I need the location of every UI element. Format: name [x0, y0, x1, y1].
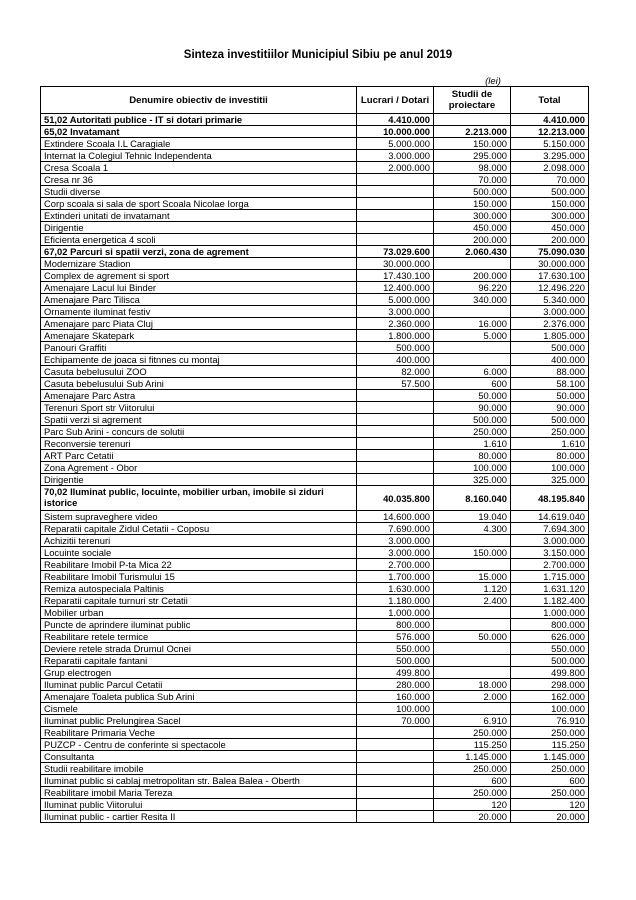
cell-works: 1.700.000 — [357, 571, 434, 583]
cell-total: 162.000 — [511, 691, 589, 703]
cell-works: 10.000.000 — [357, 126, 434, 138]
cell-studies: 600 — [434, 775, 511, 787]
header-objective: Denumire obiectiv de investitii — [41, 87, 357, 114]
cell-works — [357, 414, 434, 426]
cell-objective: Extinderi unitati de invatamant — [41, 210, 357, 222]
cell-works: 4.410.000 — [357, 114, 434, 126]
cell-objective: Iluminat public si cablaj metropolitan str. Balea Balea - Oberth — [41, 775, 357, 787]
cell-works: 1.630.000 — [357, 583, 434, 595]
cell-studies: 2.213.000 — [434, 126, 511, 138]
cell-studies: 1.120 — [434, 583, 511, 595]
cell-works: 3.000.000 — [357, 150, 434, 162]
cell-works: 30.000.000 — [357, 258, 434, 270]
table-row — [41, 186, 589, 198]
cell-objective: Modernizare Stadion — [41, 258, 357, 270]
cell-objective: Internat la Colegiul Tehnic Independenta — [41, 150, 357, 162]
cell-objective: Echipamente de joaca si fitnnes cu montaj — [41, 354, 357, 366]
cell-studies: 70.000 — [434, 174, 511, 186]
table-row — [41, 763, 589, 775]
cell-works — [357, 775, 434, 787]
cell-works: 17.430.100 — [357, 270, 434, 282]
cell-studies: 1.610 — [434, 438, 511, 450]
cell-works — [357, 450, 434, 462]
cell-works: 280.000 — [357, 679, 434, 691]
cell-works: 2.000.000 — [357, 162, 434, 174]
cell-total: 88.000 — [511, 366, 589, 378]
cell-total: 1.805.000 — [511, 330, 589, 342]
table-row — [41, 775, 589, 787]
table-body — [41, 114, 589, 823]
cell-objective: Grup electrogen — [41, 667, 357, 679]
header-studies: Studii de proiectare — [434, 87, 511, 114]
cell-objective: Iluminat public Viitorului — [41, 799, 357, 811]
cell-objective: Sistem supraveghere video — [41, 511, 357, 523]
cell-total: 4.410.000 — [511, 114, 589, 126]
cell-studies: 8.160.040 — [434, 486, 511, 511]
document-title: Sinteza investitiilor Municipiul Sibiu pe anul 2019 — [183, 49, 453, 61]
cell-objective: Parc Sub Arini - concurs de solutii — [41, 426, 357, 438]
cell-total: 115.250 — [511, 739, 589, 751]
cell-total: 250.000 — [511, 763, 589, 775]
cell-works: 70.000 — [357, 715, 434, 727]
cell-total: 70.000 — [511, 174, 589, 186]
table-row — [41, 174, 589, 186]
cell-works: 3.000.000 — [357, 535, 434, 547]
cell-studies: 6.910 — [434, 715, 511, 727]
table-row — [41, 486, 589, 511]
cell-works — [357, 198, 434, 210]
cell-studies: 150.000 — [434, 138, 511, 150]
cell-objective: Achizitii terenuri — [41, 535, 357, 547]
cell-total: 80.000 — [511, 450, 589, 462]
cell-works: 73.029.600 — [357, 246, 434, 258]
cell-objective: Cresa nr 36 — [41, 174, 357, 186]
cell-objective: Spatii verzi si agrement — [41, 414, 357, 426]
cell-works — [357, 426, 434, 438]
cell-total: 499.800 — [511, 667, 589, 679]
cell-works — [357, 474, 434, 486]
cell-objective: 51,02 Autoritati publice - IT si dotari primarie — [41, 114, 357, 126]
cell-total: 325.000 — [511, 474, 589, 486]
table-row — [41, 354, 589, 366]
cell-total: 298.000 — [511, 679, 589, 691]
table-row — [41, 438, 589, 450]
cell-total: 1.631.120 — [511, 583, 589, 595]
table-row — [41, 643, 589, 655]
cell-studies: 100.000 — [434, 462, 511, 474]
cell-studies: 15.000 — [434, 571, 511, 583]
table-row — [41, 655, 589, 667]
cell-studies: 20.000 — [434, 811, 511, 823]
table-row — [41, 799, 589, 811]
cell-studies: 90.000 — [434, 402, 511, 414]
cell-studies: 2.060.430 — [434, 246, 511, 258]
cell-objective: Casuta bebelusului ZOO — [41, 366, 357, 378]
cell-total: 450.000 — [511, 222, 589, 234]
cell-total: 3.150.000 — [511, 547, 589, 559]
cell-works: 800.000 — [357, 619, 434, 631]
table-row — [41, 330, 589, 342]
cell-objective: Extindere Scoala I.L Caragiale — [41, 138, 357, 150]
cell-studies — [434, 306, 511, 318]
table-row — [41, 282, 589, 294]
cell-studies: 250.000 — [434, 426, 511, 438]
cell-works — [357, 727, 434, 739]
cell-total: 250.000 — [511, 727, 589, 739]
cell-total: 90.000 — [511, 402, 589, 414]
table-row — [41, 402, 589, 414]
cell-studies — [434, 703, 511, 715]
table-row — [41, 631, 589, 643]
table-row — [41, 607, 589, 619]
cell-total: 3.295.000 — [511, 150, 589, 162]
cell-works: 1.180.000 — [357, 595, 434, 607]
table-row — [41, 198, 589, 210]
cell-objective: Terenuri Sport str Viitorului — [41, 402, 357, 414]
cell-works — [357, 186, 434, 198]
cell-works — [357, 222, 434, 234]
cell-works — [357, 234, 434, 246]
cell-studies — [434, 619, 511, 631]
cell-studies: 96.220 — [434, 282, 511, 294]
cell-works — [357, 174, 434, 186]
cell-total: 50.000 — [511, 390, 589, 402]
cell-objective: 67,02 Parcuri si spatii verzi, zona de agrement — [41, 246, 357, 258]
cell-objective: Amenajare Toaleta publica Sub Arini — [41, 691, 357, 703]
table-row — [41, 390, 589, 402]
cell-objective: Consultanta — [41, 751, 357, 763]
cell-studies: 50.000 — [434, 390, 511, 402]
cell-total: 3.000.000 — [511, 535, 589, 547]
cell-works — [357, 402, 434, 414]
cell-total: 1.182.400 — [511, 595, 589, 607]
cell-works: 7.690.000 — [357, 523, 434, 535]
cell-total: 58.100 — [511, 378, 589, 390]
cell-objective: Studii reabilitare imobile — [41, 763, 357, 775]
cell-objective: Mobilier urban — [41, 607, 357, 619]
cell-total: 2.376.000 — [511, 318, 589, 330]
cell-total: 600 — [511, 775, 589, 787]
cell-total: 550.000 — [511, 643, 589, 655]
cell-studies: 98.000 — [434, 162, 511, 174]
cell-studies: 250.000 — [434, 763, 511, 775]
cell-studies: 4.300 — [434, 523, 511, 535]
currency-unit: (lei) — [485, 76, 501, 87]
cell-objective: Amenajare Skatepark — [41, 330, 357, 342]
cell-objective: Reabilitare Imobil P-ta Mica 22 — [41, 559, 357, 571]
cell-total: 250.000 — [511, 787, 589, 799]
cell-total: 250.000 — [511, 426, 589, 438]
table-row — [41, 583, 589, 595]
cell-works — [357, 438, 434, 450]
cell-studies: 2.400 — [434, 595, 511, 607]
cell-works — [357, 462, 434, 474]
cell-objective: Locuinte sociale — [41, 547, 357, 559]
table-row — [41, 294, 589, 306]
cell-studies: 150.000 — [434, 547, 511, 559]
cell-objective: Reabilitare retele termice — [41, 631, 357, 643]
cell-works: 14.600.000 — [357, 511, 434, 523]
cell-works — [357, 390, 434, 402]
cell-studies — [434, 354, 511, 366]
cell-studies: 6.000 — [434, 366, 511, 378]
cell-studies: 295.000 — [434, 150, 511, 162]
cell-objective: Deviere retele strada Drumul Ocnei — [41, 643, 357, 655]
cell-studies — [434, 114, 511, 126]
cell-studies — [434, 667, 511, 679]
cell-works: 500.000 — [357, 655, 434, 667]
cell-objective: Reparatii capitale turnuri str Cetatii — [41, 595, 357, 607]
cell-works: 1.800.000 — [357, 330, 434, 342]
cell-total: 1.145.000 — [511, 751, 589, 763]
cell-objective: Remiza autospeciala Paltinis — [41, 583, 357, 595]
cell-objective: Zona Agrement - Obor — [41, 462, 357, 474]
cell-objective: Eficienta energetica 4 scoli — [41, 234, 357, 246]
table-row — [41, 727, 589, 739]
cell-studies: 1.145.000 — [434, 751, 511, 763]
table-row — [41, 511, 589, 523]
cell-works: 499.800 — [357, 667, 434, 679]
cell-studies: 450.000 — [434, 222, 511, 234]
table-row — [41, 138, 589, 150]
cell-studies — [434, 655, 511, 667]
table-row — [41, 342, 589, 354]
table-header-row — [41, 87, 589, 114]
cell-objective: Iluminat public Parcul Cetatii — [41, 679, 357, 691]
table-row — [41, 246, 589, 258]
cell-total: 500.000 — [511, 655, 589, 667]
cell-objective: Ornamente iluminat festiv — [41, 306, 357, 318]
table-row — [41, 523, 589, 535]
cell-studies: 200.000 — [434, 234, 511, 246]
table-row — [41, 595, 589, 607]
cell-objective: Corp scoala si sala de sport Scoala Nicolae Iorga — [41, 198, 357, 210]
table-row — [41, 559, 589, 571]
cell-total: 800.000 — [511, 619, 589, 631]
cell-objective: Amenajare Parc Astra — [41, 390, 357, 402]
table-row — [41, 306, 589, 318]
table-row — [41, 547, 589, 559]
cell-objective: Amenajare Parc Tilisca — [41, 294, 357, 306]
table-row — [41, 474, 589, 486]
cell-studies: 325.000 — [434, 474, 511, 486]
cell-total: 2.098.000 — [511, 162, 589, 174]
table-row — [41, 450, 589, 462]
table-row — [41, 679, 589, 691]
table-row — [41, 378, 589, 390]
cell-works: 500.000 — [357, 342, 434, 354]
table-row — [41, 703, 589, 715]
cell-total: 14.619.040 — [511, 511, 589, 523]
cell-total: 100.000 — [511, 703, 589, 715]
table-row — [41, 234, 589, 246]
cell-objective: Dirigentie — [41, 222, 357, 234]
cell-total: 48.195.840 — [511, 486, 589, 511]
cell-works: 12.400.000 — [357, 282, 434, 294]
cell-works: 100.000 — [357, 703, 434, 715]
cell-studies: 250.000 — [434, 727, 511, 739]
cell-works: 1.000.000 — [357, 607, 434, 619]
cell-works: 3.000.000 — [357, 306, 434, 318]
cell-objective: Amenajare parc Piata Cluj — [41, 318, 357, 330]
cell-objective: Cresa Scoala 1 — [41, 162, 357, 174]
cell-total: 500.000 — [511, 342, 589, 354]
table-row — [41, 667, 589, 679]
cell-total: 12.213.000 — [511, 126, 589, 138]
cell-objective: Reabilitare Imobil Turismului 15 — [41, 571, 357, 583]
cell-studies: 5.000 — [434, 330, 511, 342]
cell-works: 3.000.000 — [357, 547, 434, 559]
header-total: Total — [511, 87, 589, 114]
cell-objective: Reparatii capitale Zidul Cetatii - Coposu — [41, 523, 357, 535]
cell-studies: 340.000 — [434, 294, 511, 306]
cell-studies: 19.040 — [434, 511, 511, 523]
cell-studies: 500.000 — [434, 186, 511, 198]
cell-works — [357, 739, 434, 751]
table-row — [41, 114, 589, 126]
cell-total: 100.000 — [511, 462, 589, 474]
cell-works — [357, 811, 434, 823]
cell-studies — [434, 643, 511, 655]
cell-total: 400.000 — [511, 354, 589, 366]
cell-objective: Reabilitare Primaria Veche — [41, 727, 357, 739]
table-row — [41, 318, 589, 330]
table-row — [41, 270, 589, 282]
cell-works: 400.000 — [357, 354, 434, 366]
cell-works: 550.000 — [357, 643, 434, 655]
table-row — [41, 366, 589, 378]
cell-works: 57.500 — [357, 378, 434, 390]
cell-total: 3.000.000 — [511, 306, 589, 318]
cell-works: 2.360.000 — [357, 318, 434, 330]
cell-objective: 70,02 Iluminat public, locuinte, mobilier urban, imobile si ziduri istorice — [41, 486, 357, 511]
cell-total: 300.000 — [511, 210, 589, 222]
table-row — [41, 691, 589, 703]
cell-works — [357, 751, 434, 763]
table-row — [41, 162, 589, 174]
cell-studies: 120 — [434, 799, 511, 811]
cell-objective: Reparatii capitale fantani — [41, 655, 357, 667]
investments-table — [40, 86, 589, 823]
cell-studies: 600 — [434, 378, 511, 390]
cell-works: 82.000 — [357, 366, 434, 378]
cell-total: 500.000 — [511, 414, 589, 426]
table-row — [41, 426, 589, 438]
cell-studies — [434, 342, 511, 354]
table-row — [41, 222, 589, 234]
cell-objective: Dirigentie — [41, 474, 357, 486]
cell-works — [357, 787, 434, 799]
cell-studies — [434, 258, 511, 270]
table-row — [41, 739, 589, 751]
cell-total: 76.910 — [511, 715, 589, 727]
cell-studies: 50.000 — [434, 631, 511, 643]
cell-studies — [434, 607, 511, 619]
cell-total: 5.340.000 — [511, 294, 589, 306]
cell-works: 5.000.000 — [357, 294, 434, 306]
table-row — [41, 150, 589, 162]
cell-works: 2.700.000 — [357, 559, 434, 571]
cell-objective: PUZCP - Centru de conferinte si spectacole — [41, 739, 357, 751]
cell-objective: Complex de agrement si sport — [41, 270, 357, 282]
cell-studies: 300.000 — [434, 210, 511, 222]
table-row — [41, 210, 589, 222]
cell-objective: Iluminat public - cartier Resita II — [41, 811, 357, 823]
cell-studies: 115.250 — [434, 739, 511, 751]
cell-total: 120 — [511, 799, 589, 811]
table-row — [41, 462, 589, 474]
cell-objective: Cismele — [41, 703, 357, 715]
table-row — [41, 414, 589, 426]
cell-studies: 250.000 — [434, 787, 511, 799]
cell-objective: Amenajare Lacul lui Binder — [41, 282, 357, 294]
cell-total: 7.694.300 — [511, 523, 589, 535]
cell-studies — [434, 535, 511, 547]
cell-total: 150.000 — [511, 198, 589, 210]
cell-total: 30.000.000 — [511, 258, 589, 270]
cell-total: 20.000 — [511, 811, 589, 823]
cell-total: 626.000 — [511, 631, 589, 643]
cell-studies: 18.000 — [434, 679, 511, 691]
cell-total: 500.000 — [511, 186, 589, 198]
cell-works: 40.035.800 — [357, 486, 434, 511]
cell-studies: 200.000 — [434, 270, 511, 282]
table-row — [41, 126, 589, 138]
table-row — [41, 571, 589, 583]
cell-works: 576.000 — [357, 631, 434, 643]
cell-total: 1.610 — [511, 438, 589, 450]
cell-objective: ART Parc Cetatii — [41, 450, 357, 462]
cell-objective: Iluminat public Prelungirea Sacel — [41, 715, 357, 727]
table-row — [41, 258, 589, 270]
cell-studies: 80.000 — [434, 450, 511, 462]
table-row — [41, 787, 589, 799]
cell-studies — [434, 559, 511, 571]
table-row — [41, 811, 589, 823]
table-row — [41, 619, 589, 631]
cell-total: 75.090.030 — [511, 246, 589, 258]
table-row — [41, 715, 589, 727]
cell-works — [357, 799, 434, 811]
cell-studies: 2.000 — [434, 691, 511, 703]
cell-works — [357, 210, 434, 222]
cell-works: 160.000 — [357, 691, 434, 703]
cell-objective: 65,02 Invatamant — [41, 126, 357, 138]
cell-total: 12.496.220 — [511, 282, 589, 294]
cell-total: 1.715.000 — [511, 571, 589, 583]
cell-works — [357, 763, 434, 775]
cell-objective: Studii diverse — [41, 186, 357, 198]
cell-works: 5.000.000 — [357, 138, 434, 150]
cell-objective: Panouri Graffiti — [41, 342, 357, 354]
cell-objective: Casuta bebelusului Sub Arini — [41, 378, 357, 390]
cell-total: 2.700.000 — [511, 559, 589, 571]
cell-total: 200.000 — [511, 234, 589, 246]
table-row — [41, 751, 589, 763]
cell-total: 5.150.000 — [511, 138, 589, 150]
cell-total: 1.000.000 — [511, 607, 589, 619]
cell-objective: Puncte de aprindere iluminat public — [41, 619, 357, 631]
cell-studies: 500.000 — [434, 414, 511, 426]
cell-total: 17.630.100 — [511, 270, 589, 282]
cell-studies: 16.000 — [434, 318, 511, 330]
header-works: Lucrari / Dotari — [357, 87, 434, 114]
cell-objective: Reconversie terenuri — [41, 438, 357, 450]
cell-studies: 150.000 — [434, 198, 511, 210]
table-row — [41, 535, 589, 547]
cell-objective: Reabilitare imobil Maria Tereza — [41, 787, 357, 799]
